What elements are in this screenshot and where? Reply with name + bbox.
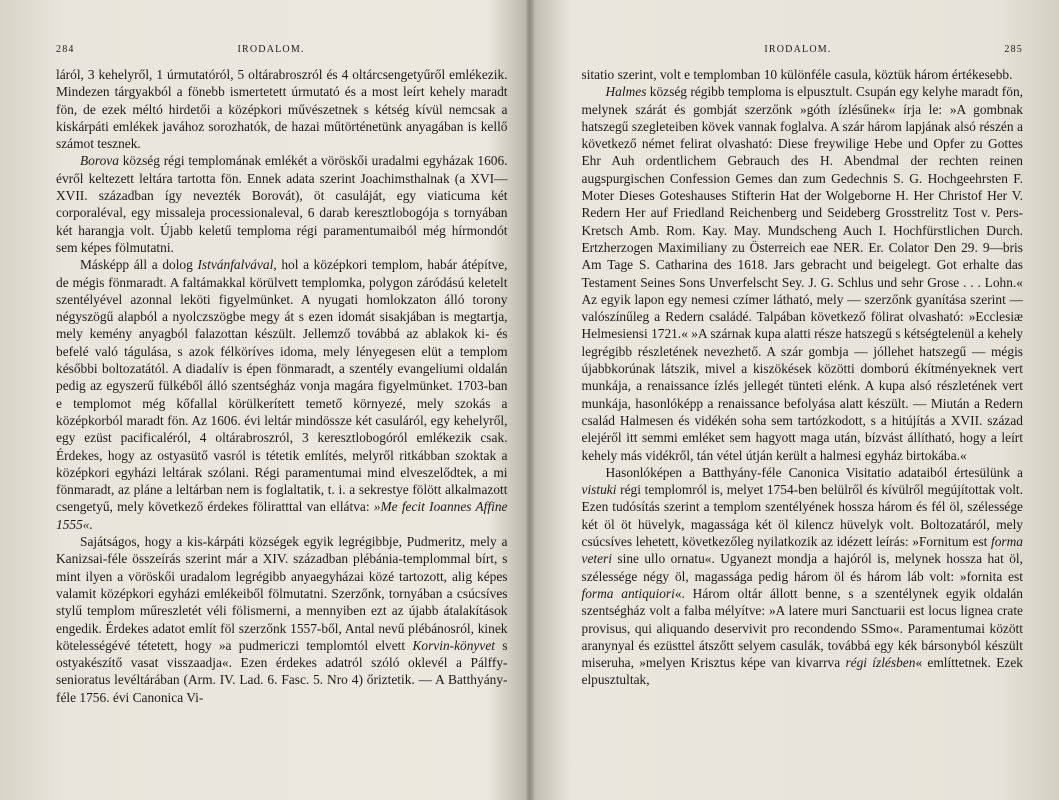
paragraph <box>582 83 1024 464</box>
left-body-text <box>56 66 508 706</box>
text-run: régi templomról is, melyet 1754-ben belülről és kívülről megújítottak volt. Ezen tudósítás szerint a templom szentélyének hossza három és fél öl, szélessége két öl öt hüvelyk, magassága két öl kilencz hüvelyk volt. Boltozatáról, mely csúcsíves lehetett, következőleg nyilatkozik az idézett leírás: »Fornitum est <box>581 482 1023 550</box>
right-page <box>530 0 1059 800</box>
italic-text: Korvin-könyvet <box>412 637 495 653</box>
right-running-head <box>582 44 1024 66</box>
paragraph <box>56 152 508 256</box>
text-run: láról, 3 kehelyről, 1 úrmutatóról, 5 oltárabroszról és 4 oltárcsengetyűről emlékezik. Mindezen tárgyakból a fönebb ismertetett úrmutató és a most leírt kehely maradt fön, de ezek méltó hirdetői a középkori művészetnek s kétség kívül nemcsak a kiskárpáti emlékek javához sorozhatók, de hazai műtörténetünk anyagában is kellő számot tesznek. <box>56 67 508 152</box>
text-run: község régibb temploma is elpusztult. Csupán egy kelyhe maradt fön, melynek szárát és gombját szerzőnk »góth ízlésűnek« írja le: »A gombnak hatszegű szegleteiben kövek vannak foglalva. A szár három lapjának alsó részén a következő német felirat olvasható: Diese freywilige Hebe und Opfer zu Gottes Ehr Auh ordentlichem Gebrauch des H. Abendmal der rechten reinen augspurgischen Confession Gemes dan zum Gedechnis S. G. Hochgeehrsten F. Moter Dieses Goteshauses Stifterin Hat der Wolgeborne H. Her Christof Her V. Redern Her auf Friedland Reichenberg und Seideberg Grosstrelitz Tost v. Pers-Kretsch Amb. Rom. Kay. May. Mundscheng Auch I. Hochfürstlichen Durch. Ertzherzogen Maximiliany zu Österreich eae NER. Er. Colator Den 29. 9—bris Am Tage S. Catharina des 1618. Jars gebracht und beigelegt. Got erhalte das Testament Seines Sons Unverfelscht Sey. J. G. Schlus und sehr Grose . . . Lohn.« Az egyik lapon egy nemesi czímer látható, mely — szerzőnk gyanítása szerint — valószínűleg a Redern családé. Talpában következő fölirat olvasható: »Ecclesiæ Helmesiensi 1721.« »A szárnak kupa alatti része hatszegű s kétségtelenül a kehely legrégibb részletének nevezhető. A szár gombja — jóllehet hatszegű — mégis újabbkorúnak látszik, mivel a kiszökések közötti domború ékítményeknek vert munkája, a renaissance ízlés jellegét tünteti elénk. A kupa alsó részletének vert munkája, hasonlóképp a renaissance befolyása alatt készült. — Miután a Redern család Halmesen és vidékén soha sem tartózkodott, s a hitújítás a XVII. század elejéről itt semmi emléket sem hagyott maga után, bízvást állítható, hogy a leírt kehely más vidékről, tán vétel útján került a halmesi egyház birtokába.« <box>581 84 1023 463</box>
paragraph <box>56 533 508 706</box>
italic-text: forma antiquiori <box>581 585 675 601</box>
text-run: «. Három oltár állott benne, s a szentélynek egyik oldalán szentségház volt a falba mélyítve: »A latere muri Sanctuarii est locus lignea crate provisus, qui aliquando deservivit pro recondendo SSmo«. Paramentumai között aranynyal és ezüsttel átszőtt selyem casulák, továbbá egy kék bársonyból készült miseruha, »melyen Krisztus képe van kivarrva <box>581 585 1023 671</box>
italic-text: vistuki <box>581 482 617 498</box>
left-running-title: IRODALOM. <box>237 44 305 55</box>
italic-text: régi ízlésben <box>845 655 916 671</box>
text-run: Másképp áll a dolog <box>80 257 198 273</box>
italic-text: Borova <box>80 153 119 169</box>
paragraph <box>582 66 1024 83</box>
italic-text: forma veteri <box>581 534 1023 567</box>
italic-text: »Me fecit Ioannes Affine 1555«. <box>56 499 508 532</box>
paragraph <box>56 66 508 152</box>
italic-text: Istvánfalvával, <box>197 257 277 273</box>
text-run: község régi templomának emlékét a vöröskői uradalmi egyházak 1606. évről keltezett leltára tartotta fön. Ennek adata szerint Joachimsthalnak (a XVI—XVII. században így nevezték Borovát), öt casuláját, egy viaticuma két corporaléval, egy missaleja processionaleval, 6 darab keresztlobogója s tornyában két harangja volt. Újabb keletű temploma régi paramentumaiból még hírmondót sem képes fölmutatni. <box>56 153 508 255</box>
right-running-title: IRODALOM. <box>764 44 832 55</box>
paragraph <box>582 464 1024 689</box>
text-run: « említtetnek. Ezek elpusztultak, <box>581 655 1023 688</box>
text-run: Sajátságos, hogy a kis-kárpáti községek egyik legrégibbje, Pudmeritz, mely a Kanizsai-féle összeírás szerint már a XIV. században plébánia-templommal bírt, s mint ilyen a vöröskői uradalom legrégibb anyaegyházai közé tartozott, alig képes valamit középkori egyházi emlékeiből fölmutatni. Szerzőnk, tornyában a csúcsíves stylű templom műreszletét véli fölismerni, a mennyiben ezt az újabb átalakítások engedik. Érdekes adatot említ föl szerzőnk 1557-ből, Antal nevű plébánosról, kinek kötelességévé tétetett, hogy »a pudmericzi templomtól elvett <box>56 534 508 653</box>
text-run: Hasonlóképen a Batthyány-féle Canonica Visitatio adataiból értesülünk a <box>605 464 1023 480</box>
left-page-number: 284 <box>56 44 75 55</box>
text-run: hol a középkori templom, habár átépítve, de mégis fönmaradt. A faltámakkal körülvett templomka, polygon záródású keletelt szentélyével azonnal leköti figyelmünket. A nyugati homlokzaton álló torony négyszögű alapból a nyolczszögbe megy át s ezen idomát sisakjában is megtartja, mely kemény anyagból falazottan készült. Jellemző továbbá az ablakok ki- és befelé való tágulása, s azok félköríves idoma, mely lényegesen elüt a templom későbbi boltozatától. A diadalív is épen fönmaradt, a szentély evangeliumi oldalán pedig az egyszerű fülkéből álló szentségház vonja magára figyelmünket. 1703-ban e templomot még kőfallal körülkerített temető környezé, mely szokás a középkorból maradt fön. Az 1606. évi leltár mindössze két casuláról, egy kehelyről, egy ezüst pacificaléról, 4 oltárabroszról, 3 keresztlobogóról emlékezik csak. Érdekes, hogy az ostyasütő vasról is tétetik említés, melyről ritkábban szoktak a középkori egyházi leltárak szólani. Régi paramentumai mind elveszelődtek, a mi fönmaradt, az pláne a leltárban nem is foglaltatik, t. i. a sekrestye fölött alkalmazott csengetyű, mely következő érdekes föliratttal van ellátva: <box>56 257 508 515</box>
left-running-head <box>56 44 508 66</box>
right-body-text <box>582 66 1024 689</box>
right-page-number: 285 <box>1004 44 1023 55</box>
paragraph <box>56 256 508 533</box>
italic-text: Halmes <box>605 84 647 100</box>
text-run: sine ullo ornatu«. Ugyanezt mondja a hajóról is, melynek hossza hat öl, szélessége négy öl, magassága pedig három öl és három láb volt: »fornita est <box>581 551 1023 584</box>
text-run: sitatio szerint, volt e templomban 10 különféle casula, köztük három értékesebb. <box>581 67 1013 82</box>
text-run: s ostyakészítő vasat visszaadja«. Ezen érdekes adatról szóló oklevél a Pálffy-senioratus levéltárában (Arm. IV. Lad. 6. Fasc. 5. Nro 4) őriztetik. — A Batthyány-féle 1756. évi Canonica Vi- <box>56 637 508 705</box>
